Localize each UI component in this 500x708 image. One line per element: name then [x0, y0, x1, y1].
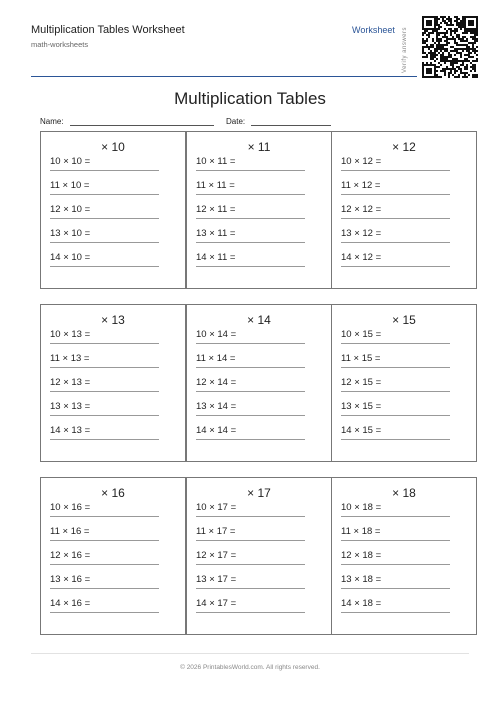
header-divider — [31, 76, 417, 77]
equation-label: 13 × 10 = — [50, 228, 91, 239]
equation-label: 14 × 13 = — [50, 425, 91, 436]
equation-label: 13 × 12 = — [341, 228, 382, 239]
answer-row[interactable] — [341, 502, 450, 517]
verify-answers-label: Verify answers — [402, 26, 408, 73]
worksheet-tag: Worksheet — [352, 25, 395, 35]
equation-label: 13 × 16 = — [50, 574, 91, 585]
equation-label: 12 × 16 = — [50, 550, 91, 561]
equation-label: 12 × 14 = — [196, 377, 237, 388]
table-card — [40, 131, 186, 289]
table-card — [40, 304, 186, 462]
equation-label: 10 × 18 = — [341, 502, 382, 513]
equation-label: 14 × 16 = — [50, 598, 91, 609]
equation-label: 14 × 17 = — [196, 598, 237, 609]
table-card — [331, 131, 477, 289]
answer-row[interactable] — [50, 228, 159, 243]
table-title: × 17 — [247, 486, 271, 500]
equation-label: 11 × 10 = — [50, 180, 90, 191]
answer-row[interactable] — [341, 156, 450, 171]
answer-row[interactable] — [196, 574, 305, 589]
table-title: × 13 — [101, 313, 125, 327]
answer-row[interactable] — [50, 526, 159, 541]
equation-label: 12 × 13 = — [50, 377, 91, 388]
table-title: × 16 — [101, 486, 125, 500]
answer-row[interactable] — [196, 401, 305, 416]
equation-label: 10 × 13 = — [50, 329, 91, 340]
answer-row[interactable] — [50, 180, 159, 195]
equation-label: 12 × 17 = — [196, 550, 237, 561]
table-title: × 11 — [247, 140, 271, 154]
equation-label: 10 × 11 = — [196, 156, 236, 167]
table-card — [186, 304, 332, 462]
answer-row[interactable] — [50, 377, 159, 392]
answer-row[interactable] — [341, 526, 450, 541]
equation-label: 14 × 12 = — [341, 252, 382, 263]
qr-code-icon — [422, 16, 478, 78]
equation-label: 12 × 10 = — [50, 204, 91, 215]
equation-label: 11 × 13 = — [50, 353, 90, 364]
equation-label: 11 × 16 = — [50, 526, 90, 537]
answer-row[interactable] — [50, 353, 159, 368]
footer-divider — [31, 653, 469, 654]
equation-label: 11 × 18 = — [341, 526, 381, 537]
equation-label: 10 × 17 = — [196, 502, 237, 513]
equation-label: 13 × 11 = — [196, 228, 236, 239]
date-label: Date: — [226, 117, 246, 126]
equation-label: 11 × 12 = — [341, 180, 381, 191]
answer-row[interactable] — [196, 550, 305, 565]
answer-row[interactable] — [341, 598, 450, 613]
equation-label: 12 × 12 = — [341, 204, 382, 215]
table-title: × 18 — [392, 486, 416, 500]
answer-row[interactable] — [196, 425, 305, 440]
answer-row[interactable] — [196, 252, 305, 267]
answer-row[interactable] — [196, 156, 305, 171]
equation-label: 11 × 14 = — [196, 353, 236, 364]
answer-row[interactable] — [196, 526, 305, 541]
equation-label: 12 × 11 = — [196, 204, 236, 215]
table-title: × 12 — [392, 140, 416, 154]
equation-label: 10 × 10 = — [50, 156, 91, 167]
equation-label: 11 × 11 = — [196, 180, 235, 191]
date-field[interactable] — [251, 125, 331, 126]
name-field[interactable] — [70, 125, 214, 126]
answer-row[interactable] — [50, 204, 159, 219]
answer-row[interactable] — [50, 425, 159, 440]
equation-label: 14 × 11 = — [196, 252, 236, 263]
answer-row[interactable] — [341, 401, 450, 416]
answer-row[interactable] — [196, 228, 305, 243]
answer-row[interactable] — [50, 401, 159, 416]
footer-copyright: © 2026 PrintablesWorld.com. All rights reserved. — [180, 664, 320, 671]
answer-row[interactable] — [341, 574, 450, 589]
answer-row[interactable] — [196, 502, 305, 517]
answer-row[interactable] — [341, 329, 450, 344]
table-card — [331, 477, 477, 635]
answer-row[interactable] — [50, 329, 159, 344]
table-card — [186, 131, 332, 289]
equation-label: 14 × 10 = — [50, 252, 91, 263]
equation-label: 10 × 15 = — [341, 329, 382, 340]
equation-label: 14 × 15 = — [341, 425, 382, 436]
answer-row[interactable] — [196, 329, 305, 344]
equation-label: 13 × 13 = — [50, 401, 91, 412]
equation-label: 13 × 15 = — [341, 401, 382, 412]
table-card — [40, 477, 186, 635]
answer-row[interactable] — [341, 252, 450, 267]
name-label: Name: — [40, 117, 64, 126]
equation-label: 10 × 16 = — [50, 502, 91, 513]
answer-row[interactable] — [50, 252, 159, 267]
answer-row[interactable] — [341, 204, 450, 219]
answer-row[interactable] — [50, 156, 159, 171]
answer-row[interactable] — [196, 353, 305, 368]
answer-row[interactable] — [50, 550, 159, 565]
header-subtitle: math-worksheets — [31, 40, 89, 49]
answer-row[interactable] — [341, 353, 450, 368]
answer-row[interactable] — [341, 180, 450, 195]
answer-row[interactable] — [50, 502, 159, 517]
answer-row[interactable] — [196, 204, 305, 219]
answer-row[interactable] — [196, 598, 305, 613]
answer-row[interactable] — [341, 550, 450, 565]
answer-row[interactable] — [341, 425, 450, 440]
equation-label: 10 × 12 = — [341, 156, 382, 167]
table-title: × 10 — [101, 140, 125, 154]
answer-row[interactable] — [50, 574, 159, 589]
table-title: × 14 — [247, 313, 271, 327]
answer-row[interactable] — [341, 228, 450, 243]
answer-row[interactable] — [341, 377, 450, 392]
equation-label: 12 × 15 = — [341, 377, 382, 388]
equation-label: 14 × 14 = — [196, 425, 237, 436]
answer-row[interactable] — [50, 598, 159, 613]
page-title: Multiplication Tables — [174, 89, 326, 108]
equation-label: 12 × 18 = — [341, 550, 382, 561]
equation-label: 11 × 17 = — [196, 526, 236, 537]
header-title: Multiplication Tables Worksheet — [31, 24, 185, 36]
equation-label: 13 × 18 = — [341, 574, 382, 585]
answer-row[interactable] — [196, 377, 305, 392]
table-card — [186, 477, 332, 635]
equation-label: 13 × 14 = — [196, 401, 237, 412]
table-card — [331, 304, 477, 462]
equation-label: 10 × 14 = — [196, 329, 237, 340]
equation-label: 14 × 18 = — [341, 598, 382, 609]
answer-row[interactable] — [196, 180, 305, 195]
equation-label: 11 × 15 = — [341, 353, 381, 364]
equation-label: 13 × 17 = — [196, 574, 237, 585]
table-title: × 15 — [392, 313, 416, 327]
